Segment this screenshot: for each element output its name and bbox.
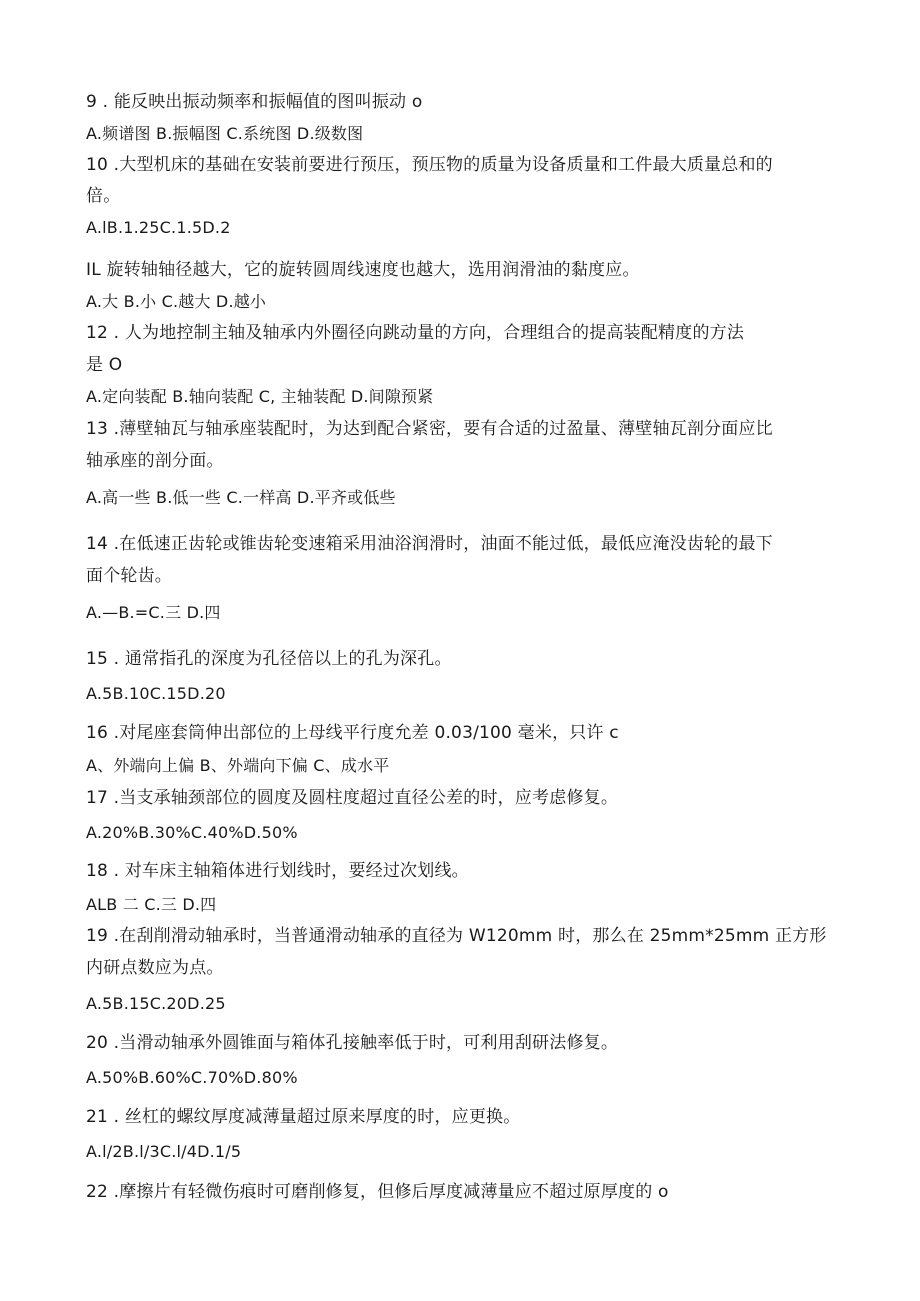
question-9-options: A.频谱图 B.振幅图 C.系统图 D.级数图 <box>86 124 364 143</box>
question-15-options: A.5B.10C.15D.20 <box>86 684 226 703</box>
question-21-stem-line-1: 21 . 丝杠的螺纹厚度减薄量超过原来厚度的时，应更换。 <box>86 1107 521 1127</box>
question-21-options: A.l/2B.l/3C.l/4D.1/5 <box>86 1142 242 1161</box>
question-15-stem-line-1: 15 . 通常指孔的深度为孔径倍以上的孔为深孔。 <box>86 649 452 669</box>
question-20-options: A.50%B.60%C.70%D.80% <box>86 1068 298 1087</box>
question-10-options: A.lB.1.25C.1.5D.2 <box>86 218 231 237</box>
question-16-stem-line-1: 16 .对尾座套筒伸出部位的上母线平行度允差 0.03/100 毫米，只许 c <box>86 723 619 743</box>
question-20-stem-line-1: 20 .当滑动轴承外圆锥面与箱体孔接触率低于时，可利用刮研法修复。 <box>86 1033 619 1053</box>
question-14-stem-line-1: 14 .在低速正齿轮或锥齿轮变速箱采用油浴润滑时，油面不能过低，最低应淹没齿轮的最下 <box>86 534 773 554</box>
question-9-stem-line-1: 9 . 能反映出振动频率和振幅值的图叫振动 o <box>86 92 423 112</box>
question-13-options: A.高一些 B.低一些 C.一样高 D.平齐或低些 <box>86 488 396 507</box>
question-17-options: A.20%B.30%C.40%D.50% <box>86 823 298 842</box>
question-11-stem-line-1: IL 旋转轴轴径越大，它的旋转圆周线速度也越大，选用润滑油的黏度应。 <box>86 260 640 280</box>
question-18-stem-line-1: 18 . 对车床主轴箱体进行划线时，要经过次划线。 <box>86 861 469 881</box>
question-19-options: A.5B.15C.20D.25 <box>86 994 226 1013</box>
question-14-options: A.—B.=C.三 D.四 <box>86 603 221 622</box>
question-18-options: ALB 二 C.三 D.四 <box>86 895 217 914</box>
question-12-stem-line-2: 是 O <box>86 355 123 375</box>
question-13-stem-line-1: 13 .薄壁轴瓦与轴承座装配时，为达到配合紧密，要有合适的过盈量、薄壁轴瓦剖分面应比 <box>86 419 773 439</box>
question-12-options: A.定向装配 B.轴向装配 C, 主轴装配 D.间隙预紧 <box>86 387 434 406</box>
question-13-stem-line-2: 轴承座的剖分面。 <box>86 451 224 471</box>
question-10-stem-line-2: 倍。 <box>86 186 121 206</box>
question-12-stem-line-1: 12 . 人为地控制主轴及轴承内外圈径向跳动量的方向，合理组合的提高装配精度的方法 <box>86 323 745 343</box>
question-19-stem-line-1: 19 .在刮削滑动轴承时，当普通滑动轴承的直径为 W120mm 时，那么在 25mm*25mm 正方形 <box>86 926 827 946</box>
question-22-stem-line-1: 22 .摩擦片有轻微伤痕时可磨削修复，但修后厚度减薄量应不超过原厚度的 o <box>86 1182 669 1202</box>
question-10-stem-line-1: 10 .大型机床的基础在安装前要进行预压，预压物的质量为设备质量和工件最大质量总和的 <box>86 155 773 175</box>
question-17-stem-line-1: 17 .当支承轴颈部位的圆度及圆柱度超过直径公差的时，应考虑修复。 <box>86 788 619 808</box>
question-19-stem-line-2: 内研点数应为点。 <box>86 958 224 978</box>
question-14-stem-line-2: 面个轮齿。 <box>86 566 172 586</box>
question-16-options: A、外端向上偏 B、外端向下偏 C、成水平 <box>86 756 390 775</box>
question-11-options: A.大 B.小 C.越大 D.越小 <box>86 292 267 311</box>
